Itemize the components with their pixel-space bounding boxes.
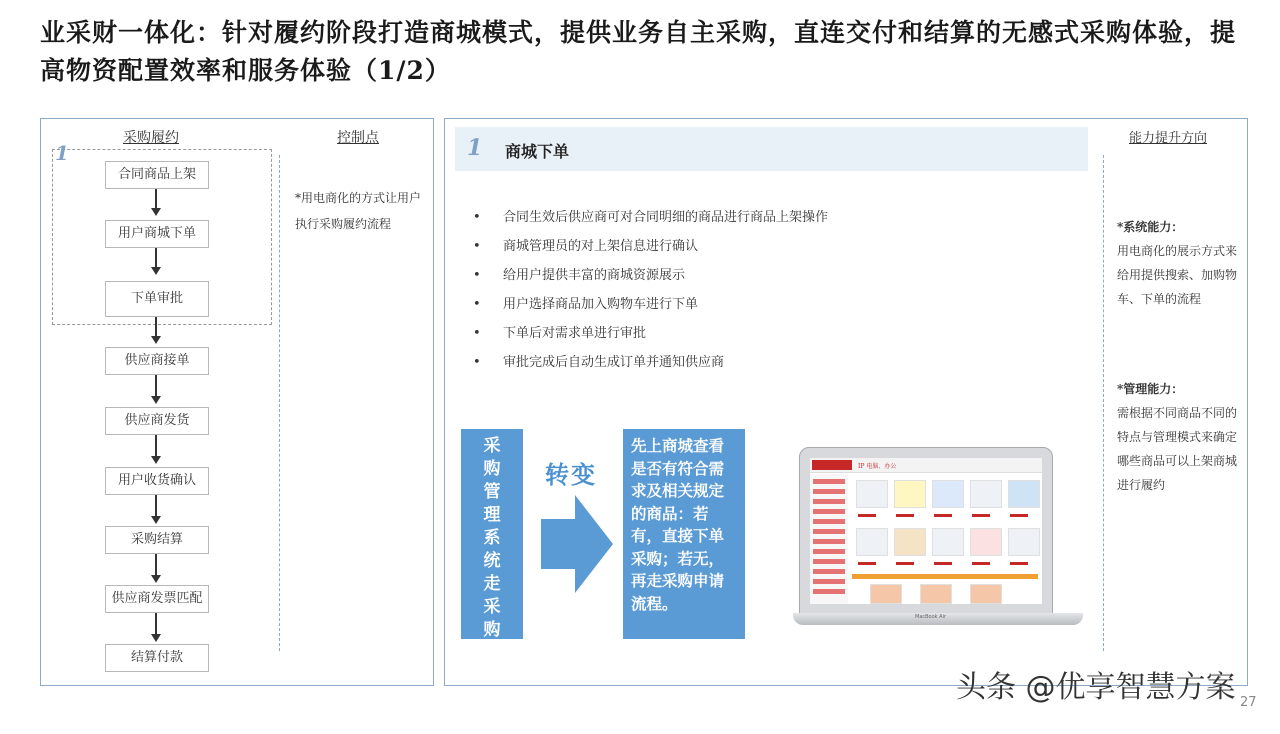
step-number: 1	[55, 141, 69, 165]
list-item: • 商城管理员的对上架信息进行确认	[469, 236, 1069, 265]
flow-step: 合同商品上架	[105, 161, 209, 189]
list-item: • 审批完成后自动生成订单并通知供应商	[469, 352, 1069, 381]
flow-step: 供应商发票匹配	[105, 585, 209, 613]
new-process-text: 先上商城查看是否有符合需求及相关规定的商品：若有，直接下单采购；若无，再走采购申请流程。	[631, 436, 725, 613]
flow-arrow-icon	[155, 435, 157, 457]
list-item: • 下单后对需求单进行审批	[469, 323, 1069, 352]
flow-arrow-icon	[155, 554, 157, 576]
section-header	[455, 127, 1088, 171]
list-item: • 用户选择商品加入购物车进行下单	[469, 294, 1069, 323]
feature-list	[469, 207, 1069, 381]
page-number: 27	[1240, 695, 1257, 710]
category-sidebar	[810, 474, 848, 604]
screen-category-label: IP 电脑、办公	[858, 463, 897, 470]
transition-arrow-icon	[541, 495, 613, 593]
list-item: • 合同生效后供应商可对合同明细的商品进行商品上架操作	[469, 207, 1069, 236]
system-ability-text: 用电商化的展示方式来给用提供搜索、加购物车、下单的流程	[1117, 244, 1238, 306]
flow-step: 供应商接单	[105, 347, 209, 375]
procurement-header: 采购履约	[123, 130, 179, 146]
system-ability-title: *系统能力：	[1117, 220, 1184, 234]
management-ability	[1117, 377, 1241, 497]
control-point-text: *用电商化的方式让用户执行采购履约流程	[295, 191, 422, 231]
ability-header: 能力提升方向	[1129, 131, 1208, 146]
watermark: 头条 @优享智慧方案	[956, 670, 1236, 705]
flow-step: 用户商城下单	[105, 220, 209, 248]
flow-step: 结算付款	[105, 644, 209, 672]
mall-screen	[810, 458, 1042, 604]
flow-arrow-icon	[155, 248, 157, 268]
management-ability-title: *管理能力：	[1117, 382, 1184, 396]
new-process-box	[623, 429, 745, 639]
flow-arrow-icon	[155, 613, 157, 635]
section-title: 商城下单	[505, 142, 570, 161]
column-divider	[279, 155, 280, 651]
flow-step: 用户收货确认	[105, 467, 209, 495]
laptop-brand-label: MacBook Air	[915, 614, 947, 620]
flow-arrow-icon	[155, 189, 157, 209]
management-ability-text: 需根据不同商品不同的特点与管理模式来确定哪些商品可以上架商城进行履约	[1117, 406, 1238, 492]
list-item: • 给用户提供丰富的商城资源展示	[469, 265, 1069, 294]
column-divider	[1103, 155, 1104, 651]
flow-arrow-icon	[155, 495, 157, 517]
flow-arrow-icon	[155, 317, 157, 337]
section-number: 1	[467, 135, 483, 161]
flow-arrow-icon	[155, 375, 157, 397]
system-ability	[1117, 215, 1241, 311]
flow-step: 下单审批	[105, 281, 209, 317]
page-title: 业采财一体化：针对履约阶段打造商城模式，提供业务自主采购，直连交付和结算的无感式采购体验，提高物资配置效率和服务体验（1/2）	[40, 18, 1237, 85]
control-point-header: 控制点	[337, 130, 379, 146]
old-process-text: 采购管理系统走采购申请流程	[483, 436, 501, 732]
flow-step: 采购结算	[105, 526, 209, 554]
change-label: 转变	[545, 460, 597, 489]
laptop-mall-screenshot	[793, 447, 1097, 647]
old-process-box	[461, 429, 523, 732]
procurement-flow-panel	[40, 118, 434, 686]
flow-step: 供应商发货	[105, 407, 209, 435]
